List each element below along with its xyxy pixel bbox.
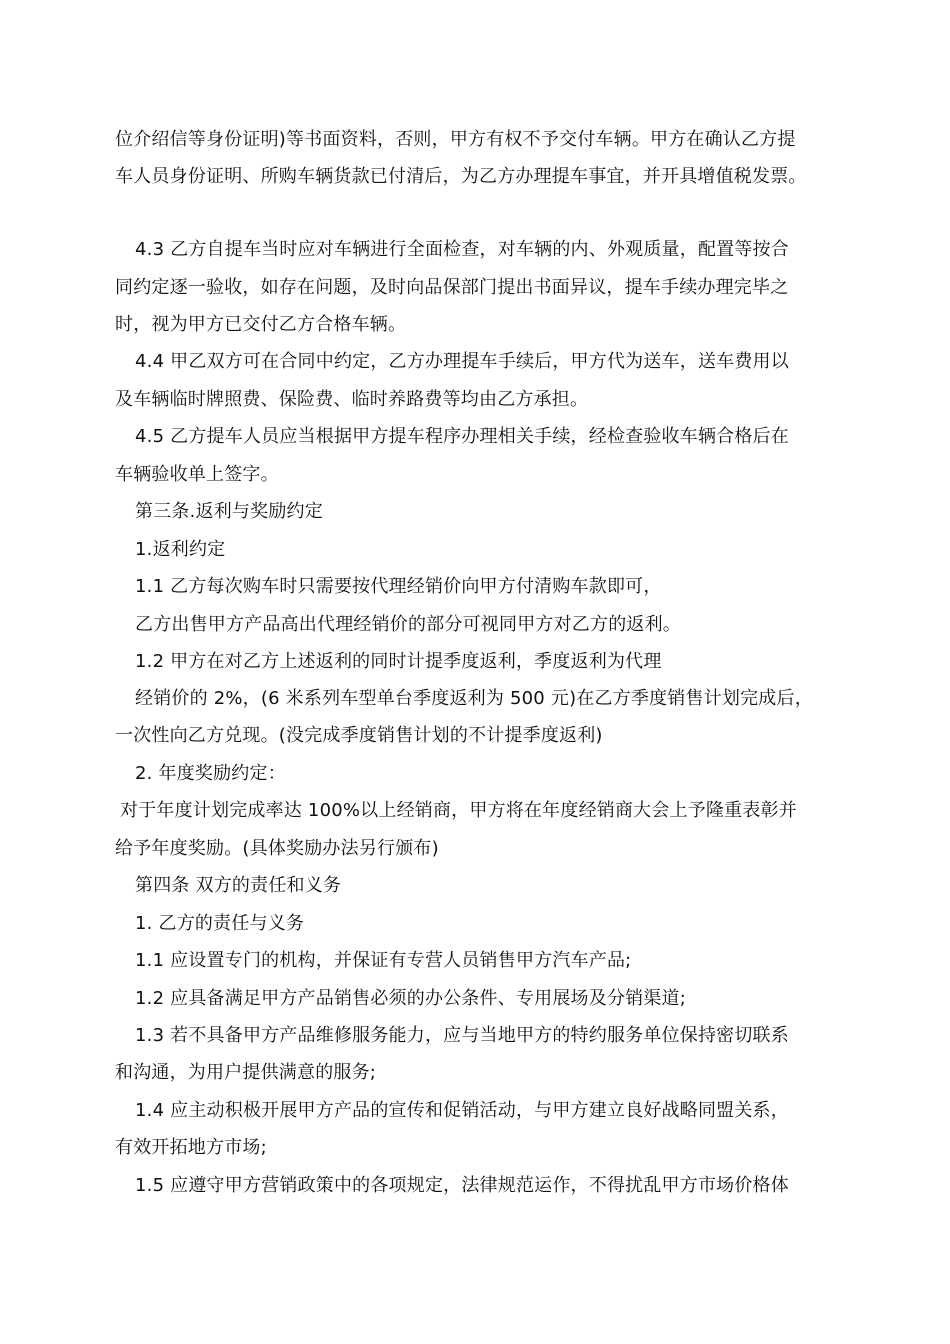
- subsection-heading: 2. 年度奖励约定：: [135, 763, 286, 784]
- text-line: 给予年度奖励。(具体奖励办法另行颁布): [115, 838, 439, 859]
- text-line: 1.2 应具备满足甲方产品销售必须的办公条件、专用展场及分销渠道;: [135, 988, 687, 1009]
- text-line: 车辆验收单上签字。: [115, 464, 279, 485]
- text-line: 4.5 乙方提车人员应当根据甲方提车程序办理相关手续，经检查验收车辆合格后在: [135, 426, 789, 447]
- text-line: 1.5 应遵守甲方营销政策中的各项规定，法律规范运作，不得扰乱甲方市场价格体: [135, 1175, 789, 1196]
- text-line: 一次性向乙方兑现。(没完成季度销售计划的不计提季度返利): [115, 725, 603, 746]
- subsection-heading: 1. 乙方的责任与义务: [135, 913, 305, 934]
- text-line: 同约定逐一验收，如存在问题，及时向品保部门提出书面异议，提车手续办理完毕之: [115, 277, 789, 298]
- text-line: 1.1 应设置专门的机构，并保证有专营人员销售甲方汽车产品;: [135, 950, 632, 971]
- subsection-heading: 1.返利约定: [135, 539, 226, 560]
- text-line: 经销价的 2%，(6 米系列车型单台季度返利为 500 元)在乙方季度销售计划完成后，: [135, 688, 813, 709]
- text-line: 有效开拓地方市场;: [115, 1137, 267, 1158]
- text-line: 1.2 甲方在对乙方上述返利的同时计提季度返利，季度返利为代理: [135, 651, 662, 672]
- text-line: 4.4 甲乙双方可在合同中约定，乙方办理提车手续后，甲方代为送车，送车费用以: [135, 351, 789, 372]
- section-heading: 第四条 双方的责任和义务: [135, 875, 342, 896]
- text-line: 车人员身份证明、所购车辆货款已付清后，为乙方办理提车事宜，并开具增值税发票。: [115, 166, 807, 187]
- text-line: 4.3 乙方自提车当时应对车辆进行全面检查，对车辆的内、外观质量，配置等按合: [135, 239, 789, 260]
- text-line: 1.4 应主动积极开展甲方产品的宣传和促销活动，与甲方建立良好战略同盟关系，: [135, 1100, 789, 1121]
- text-line: 1.3 若不具备甲方产品维修服务能力，应与当地甲方的特约服务单位保持密切联系: [135, 1025, 789, 1046]
- text-line: 时，视为甲方已交付乙方合格车辆。: [115, 314, 407, 335]
- text-line: 位介绍信等身份证明)等书面资料，否则，甲方有权不予交付车辆。甲方在确认乙方提: [115, 129, 796, 150]
- text-line: 1.1 乙方每次购车时只需要按代理经销价向甲方付清购车款即可，: [135, 576, 662, 597]
- section-heading: 第三条.返利与奖励约定: [135, 501, 323, 522]
- text-line: 对于年度计划完成率达 100%以上经销商，甲方将在年度经销商大会上予隆重表彰并: [120, 800, 797, 821]
- text-line: 乙方出售甲方产品高出代理经销价的部分可视同甲方对乙方的返利。: [135, 614, 681, 635]
- text-line: 和沟通，为用户提供满意的服务;: [115, 1062, 377, 1083]
- text-line: 及车辆临时牌照费、保险费、临时养路费等均由乙方承担。: [115, 389, 589, 410]
